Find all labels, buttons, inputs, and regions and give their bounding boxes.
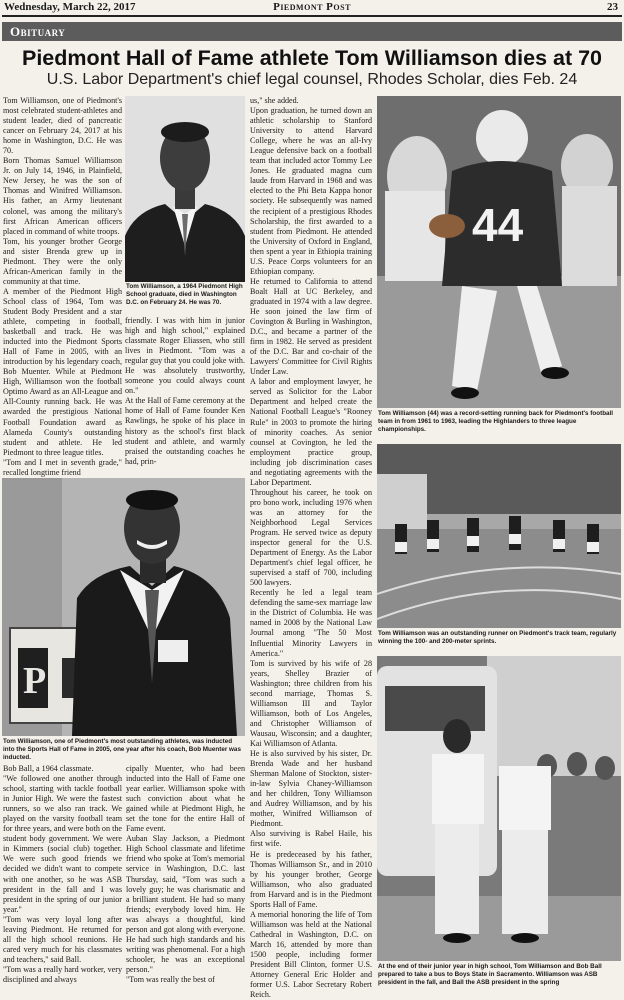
- track-photo: [377, 444, 621, 628]
- football-caption: Tom Williamson (44) was a record-setting running back for Piedmont's football team in from 1961 to 1963, leading the Highlanders to three league championships.: [378, 410, 614, 433]
- header-rule: [2, 15, 622, 17]
- portrait-caption: Tom Williamson, a 1964 Piedmont High School graduate, died in Washington D.C. on February 24. He was 70.: [126, 283, 243, 306]
- jersey-number: 44: [472, 199, 524, 251]
- article-column-1a: Tom Williamson, one of Piedmont's most celebrated student-athletes and student leader, died of pancreatic cancer on February 24, 2017 at his home in Washington, D.C. He was 70. Born Thomas Samuel Williamson Jr. on July 14, 1946, in Plainfield, New Jersey, he was the son of Thomas and Winifred Williamson. His father, an Army lieutenant colonel, was among the military's first African American officers placed in command of white troops. Tom, his younger brother George and sister Brenda grew up in Piedmont. They were the only African-American family in the community at that time. A member of the Piedmont High School class of 1964, Tom was Student Body President and a star athlete, competing in football, basketball and track. He was inducted into the Piedmont Sports Hall of Fame in 2005, with an introduction by his legendary coach, Bob Muenter. While at Piedmont High, Williamson won the football Optimo Award as an All-League and All-County running back. He was awarded the prestigious National Football Foundation award as Alameda County's outstanding student and athlete. He led Piedmont to three league titles. "Tom and I met in seventh grade," recalled longtime friend: [3, 96, 122, 477]
- section-kicker: [2, 22, 622, 41]
- paper-name: Piedmont Post: [273, 1, 351, 13]
- track-caption: Tom Williamson was an outstanding runner on Piedmont's track team, regularly winning the 100- and 200-meter sprints.: [378, 630, 617, 645]
- football-photo: [377, 96, 621, 408]
- section-label: Obituary: [10, 24, 66, 39]
- subheadline: U.S. Labor Department's chief legal counsel, Rhodes Scholar, dies Feb. 24: [46, 71, 578, 88]
- article-column-2a: friendly. I was with him in junior high and high school," explained classmate Roger Eliassen, who still lives in Piedmont. "Tom was a regular guy that you could joke with. He was absolutely trustworthy, someone you could always count on." At the Hall of Fame ceremony at the home of Hall of Fame founder Ken Rawlings, he spoke of his place in history as the school's first black student and athlete, and warmly praised the outstanding coaches he had, prin-: [125, 316, 245, 466]
- plaque-letter: P: [23, 660, 47, 702]
- page-number: 23: [607, 1, 618, 13]
- headline: Piedmont Hall of Fame athlete Tom Williamson dies at 70: [21, 46, 603, 70]
- article-column-1b: Bob Ball, a 1964 classmate. "We followed one another through school, starting with tackle football in Junior High. We were the fastest runners, so we also ran track. We played on the varsity football team for three years, and were both on the student body government. We were in Kimmers (social club) together. We were such good friends we decided we didn't want to compete with one another, so he was ASB president in the fall and I was president in the spring of our junior year." "Tom was very loyal long after leaving Piedmont. He returned for all the high school reunions. He cared very much for his classmates and teachers," said Ball. "Tom was a really hard worker, very disciplined and always: [3, 764, 122, 984]
- hall-of-fame-caption: Tom Williamson, one of Piedmont's most outstanding athletes, was inducted into the Sports Hall of Fame in 2005, one year after his coach, Bob Muenter was inducted.: [3, 738, 241, 761]
- issue-date: Wednesday, March 22, 2017: [4, 1, 136, 13]
- bus-caption: At the end of their junior year in high school, Tom Williamson and Bob Ball prepared to take a bus to Boys State in Sacramento. Williamson was ASB president in the fall, and Ball the ASB president in the spring: [378, 963, 602, 986]
- hall-of-fame-photo: [2, 478, 245, 736]
- bus-photo: [377, 656, 621, 961]
- article-column-3: us," she added. Upon graduation, he turned down an athletic scholarship to Stanford University to attend Harvard College, where he was an all-Ivy League defensive back on a football team that included actor Tommy Lee Jones. He graduated magna cum laude from Harvard in 1968 and was elected to the Phi Beta Kappa honor society. He subsequently was named the recipient of a prestigious Rhodes Scholarship, the first awarded to a student from Piedmont. He attended the University of Oxford in England, then spent a year in Ethiopia training U.S. Peace Corps volunteers for an Ethiopian company. He returned to California to attend Boalt Hall at UC Berkeley, and graduated in 1974 with a law degree. He soon joined the law firm of Covington & Burling in Washington, D.C., and became a partner of the firm in 1982. He served as president of the D.C. Bar and co-chair of the Lawyers' Committee for Civil Rights Under Law. A labor and employment lawyer, he served as Solicitor for the Labor Department and helped create the National Football League's "Rooney Rule" in 2003 to promote the hiring of minority coaches. As senior counsel at Covington, he led the employment practice group, including job discrimination cases and negotiating agreements with the Labor Department. Throughout his career, he took on pro bono work, including 1976 when was an attorney for the Neighborhood Legal Services Program. He served twice as deputy inspector general for the U.S. Department of Energy. As the Labor Department's chief legal officer, he supervised a staff of 700, including 500 lawyers. Recently he led a legal team defending the same-sex marriage law in the District of Columbia. He was named in 2008 by the National Law Journal among "The 50 Most Influential Minority Lawyers in America." Tom is survived by his wife of 28 years, Shelley Brazier of Washington; three children from his second marriage, Thomas S. Williamson III and Taylor Williamson, both of Los Angeles, and Christopher Williamson of Wausau, Wisconsin; and a daughter, Kai Williamson of Atlanta. He is also survived by his sister, Dr. Brenda Wade and her husband Sherman Malone of Stockton, sister-in-law Sylvia Chaney-Williamson and her children, Tony Williamson and Audrey Williamson, and by his mother, Winifred Williamson of Piedmont. Also surviving is Rabel Haile, his first wife. He is predeceased by his father, Thomas Williamson Sr., and in 2010 by his younger brother, George Williamson, who also graduated from Harvard and is in the Piedmont Sports Hall of Fame. A memorial honoring the life of Tom Williamson was held at the National Cathedral in Washington, D.C. on March 16, attended by more than 1500 people, including former President Bill Clinton, former U.S. Attorney General Eric Holder and former U.S. Labor Secretary Robert Reich.: [250, 96, 372, 1000]
- portrait-photo: [125, 96, 245, 282]
- article-column-2b: cipally Muenter, who had been inducted into the Hall of Fame one year earlier. Williamson spoke with such conviction about what he gained while at Piedmont High, he set the tone for the entire Hall of Fame event. Auban Slay Jackson, a Piedmont High School classmate and lifetime friend who spoke at Tom's memorial service in Washington, D.C. last Thursday, said, "Tom was such a lovely guy; he was charismatic and a brilliant student. He had so many friends; everybody loved him. He was always a thoughtful, kind person and got along with everyone. He had such high standards and his writing was phenomenal. For a high schooler, he was an exceptional person." "Tom was really the best of: [126, 764, 245, 984]
